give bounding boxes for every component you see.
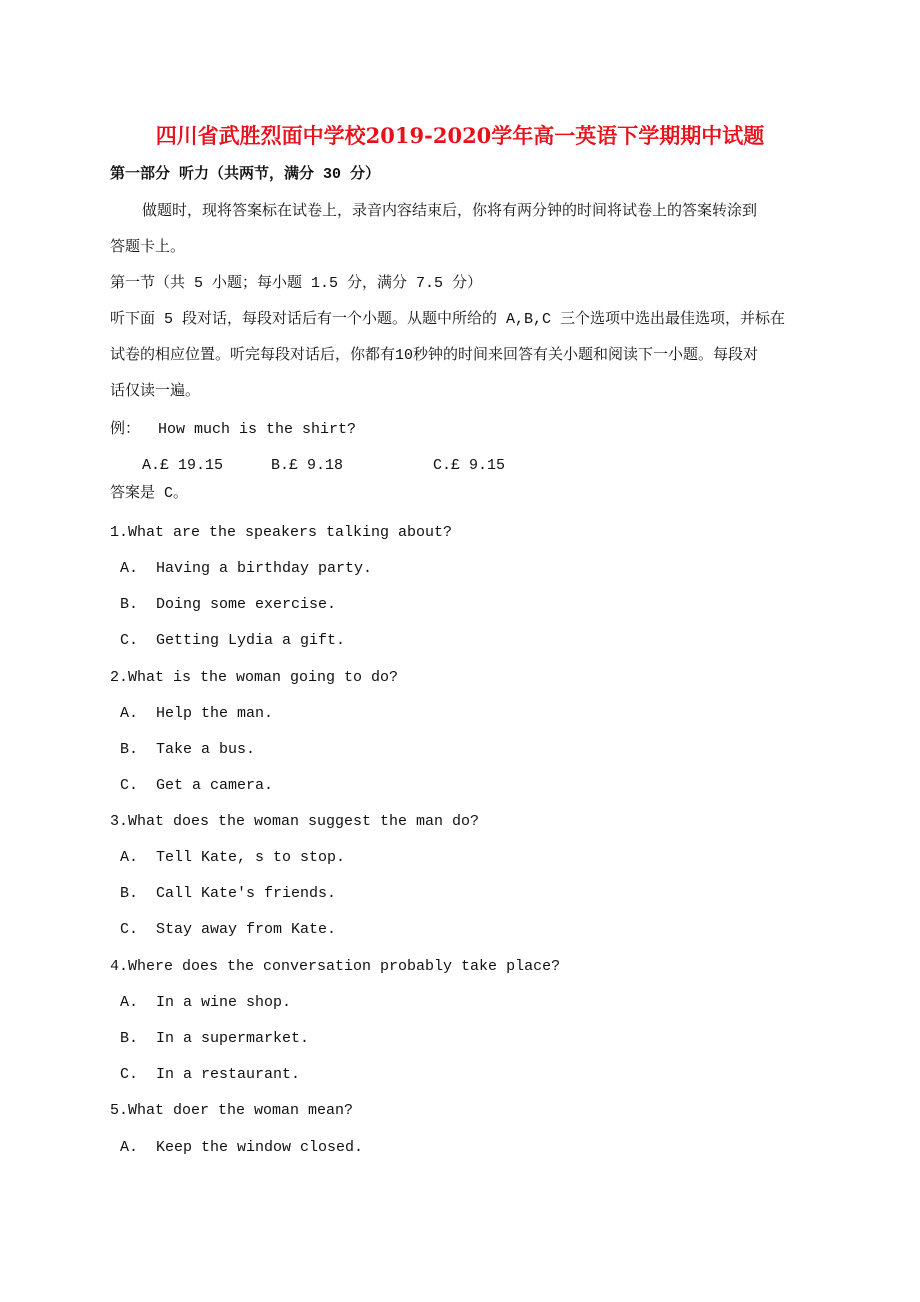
instructions-line: 答题卡上。 (110, 239, 186, 256)
option: A. Keep the window closed. (120, 1139, 364, 1156)
option: B. Take a bus. (120, 741, 256, 758)
option: B. In a supermarket. (120, 1030, 310, 1047)
section1-heading: 第一节（共 5 小题；每小题 1.5 分，满分 7.5 分） (110, 275, 483, 292)
part1-heading: 第一部分 听力（共两节，满分 30 分） (110, 166, 381, 183)
option: A. Having a birthday party. (120, 560, 373, 577)
option: B. Doing some exercise. (120, 596, 337, 613)
section1-instructions-line: 话仅读一遍。 (110, 383, 201, 400)
example-option: B.£ 9.18 (271, 457, 344, 474)
question: 1.What are the speakers talking about? (110, 524, 453, 541)
question: 3.What does the woman suggest the man do? (110, 813, 480, 830)
section1-instructions-line: 听下面 5 段对话，每段对话后有一个小题。从题中所给的 A,B,C 三个选项中选出最佳选项，并标在 (110, 311, 786, 328)
option: B. Call Kate's friends. (120, 885, 337, 902)
instructions-line: 做题时，现将答案标在试卷上，录音内容结束后，你将有两分钟的时间将试卷上的答案转涂到 (142, 203, 758, 220)
section1-instructions-line: 试卷的相应位置。听完每段对话后，你都有10秒钟的时间来回答有关小题和阅读下一小题。每段对 (110, 347, 759, 364)
option: C. In a restaurant. (120, 1066, 301, 1083)
question: 4.Where does the conversation probably take place? (110, 958, 561, 975)
option: C. Stay away from Kate. (120, 921, 337, 938)
option: A. In a wine shop. (120, 994, 292, 1011)
option: A. Help the man. (120, 705, 274, 722)
example-option: A.£ 19.15 (142, 457, 224, 474)
example-option: C.£ 9.15 (433, 457, 506, 474)
example-answer: 答案是 C。 (110, 485, 189, 502)
option: C. Getting Lydia a gift. (120, 632, 346, 649)
option: C. Get a camera. (120, 777, 274, 794)
question: 5.What doer the woman mean? (110, 1102, 354, 1119)
option: A. Tell Kate, s to stop. (120, 849, 346, 866)
question: 2.What is the woman going to do? (110, 669, 399, 686)
example-question: 例： How much is the shirt? (110, 421, 357, 438)
document-title: 四川省武胜烈面中学校2019-2020学年高一英语下学期期中试题 (155, 123, 765, 148)
